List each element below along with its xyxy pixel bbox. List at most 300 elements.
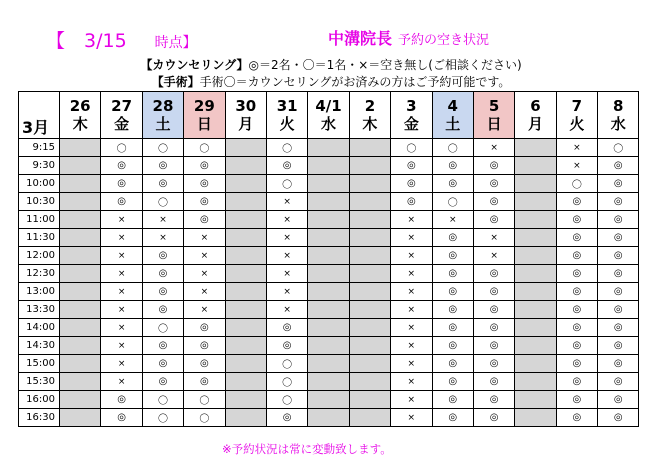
availability-cell: ◎ [556, 247, 597, 265]
availability-cell: 〇 [142, 391, 183, 409]
availability-cell [349, 337, 390, 355]
availability-cell [515, 373, 556, 391]
time-label: 12:30 [19, 265, 60, 283]
availability-cell: × [101, 265, 142, 283]
availability-cell [225, 157, 266, 175]
day-date: 29 [193, 96, 215, 115]
availability-cell: × [101, 247, 142, 265]
availability-cell: 〇 [391, 139, 432, 157]
availability-cell [60, 373, 101, 391]
availability-cell: ◎ [184, 193, 225, 211]
availability-cell [515, 175, 556, 193]
day-weekday: 火 [569, 114, 585, 133]
time-label: 15:00 [19, 355, 60, 373]
availability-cell [308, 247, 349, 265]
availability-cell [225, 211, 266, 229]
time-slot-row [19, 337, 639, 355]
availability-cell: × [101, 283, 142, 301]
availability-cell: × [101, 211, 142, 229]
availability-cell: × [473, 139, 514, 157]
availability-cell: ◎ [432, 373, 473, 391]
availability-cell [308, 301, 349, 319]
counseling-text: ◎＝2名・〇＝1名・×＝空き無し(ご相談ください) [248, 58, 522, 72]
availability-cell: ◎ [473, 175, 514, 193]
availability-cell: 〇 [266, 355, 307, 373]
availability-cell [349, 193, 390, 211]
availability-cell: ◎ [556, 283, 597, 301]
day-weekday: 金 [114, 114, 130, 133]
availability-cell [349, 175, 390, 193]
availability-cell: × [391, 319, 432, 337]
availability-cell: 〇 [142, 409, 183, 427]
day-date: 6 [530, 96, 541, 115]
availability-cell [60, 409, 101, 427]
availability-cell: ◎ [432, 391, 473, 409]
availability-cell: 〇 [432, 193, 473, 211]
availability-cell: ◎ [142, 247, 183, 265]
availability-cell: ◎ [432, 355, 473, 373]
day-weekday: 月 [238, 114, 254, 133]
availability-cell: × [266, 301, 307, 319]
availability-cell [308, 355, 349, 373]
day-header [391, 92, 432, 139]
availability-cell [60, 175, 101, 193]
availability-cell: × [101, 355, 142, 373]
time-label: 14:00 [19, 319, 60, 337]
availability-cell: × [184, 283, 225, 301]
availability-cell: × [266, 247, 307, 265]
availability-cell: ◎ [101, 391, 142, 409]
page-title [328, 26, 489, 49]
day-date: 26 [69, 96, 91, 115]
as-of-suffix: 時点】 [154, 35, 197, 51]
availability-cell: ◎ [473, 355, 514, 373]
availability-cell [308, 391, 349, 409]
surgery-text: 手術〇＝カウンセリングがお済みの方はご予約可能です。 [199, 75, 511, 89]
availability-cell: ◎ [556, 391, 597, 409]
time-label: 13:30 [19, 301, 60, 319]
availability-cell [308, 139, 349, 157]
availability-cell: ◎ [598, 283, 639, 301]
availability-cell: × [391, 391, 432, 409]
availability-cell: ◎ [142, 175, 183, 193]
availability-cell: ◎ [184, 157, 225, 175]
availability-cell: × [101, 229, 142, 247]
availability-cell: × [473, 229, 514, 247]
availability-cell [60, 193, 101, 211]
availability-cell: ◎ [266, 319, 307, 337]
day-header [349, 92, 390, 139]
time-label: 11:00 [19, 211, 60, 229]
day-header [142, 92, 183, 139]
availability-cell: ◎ [556, 409, 597, 427]
availability-cell [349, 229, 390, 247]
day-date: 30 [235, 96, 257, 115]
availability-cell [60, 337, 101, 355]
availability-cell: ◎ [556, 193, 597, 211]
day-header [225, 92, 266, 139]
availability-cell: ◎ [473, 211, 514, 229]
availability-cell [225, 373, 266, 391]
availability-cell [349, 265, 390, 283]
availability-cell [515, 193, 556, 211]
availability-cell: 〇 [266, 391, 307, 409]
availability-cell [349, 283, 390, 301]
availability-cell: ◎ [101, 175, 142, 193]
availability-cell [349, 391, 390, 409]
availability-cell: × [473, 247, 514, 265]
availability-cell [308, 265, 349, 283]
availability-cell: ◎ [473, 409, 514, 427]
availability-cell: ◎ [473, 157, 514, 175]
time-slot-row [19, 319, 639, 337]
availability-cell: ◎ [142, 301, 183, 319]
day-header [473, 92, 514, 139]
day-date: 4/1 [315, 96, 342, 115]
day-header [101, 92, 142, 139]
availability-cell: × [556, 157, 597, 175]
availability-cell [349, 301, 390, 319]
time-label: 9:30 [19, 157, 60, 175]
time-label: 9:15 [19, 139, 60, 157]
day-header [184, 92, 225, 139]
availability-cell: × [142, 211, 183, 229]
availability-cell [308, 175, 349, 193]
availability-cell: ◎ [556, 373, 597, 391]
availability-cell: ◎ [142, 337, 183, 355]
availability-cell: × [391, 283, 432, 301]
availability-cell [515, 265, 556, 283]
availability-cell: ◎ [598, 409, 639, 427]
availability-cell: ◎ [142, 265, 183, 283]
time-label: 13:00 [19, 283, 60, 301]
availability-cell [308, 319, 349, 337]
availability-cell [515, 283, 556, 301]
availability-cell: ◎ [432, 247, 473, 265]
availability-cell: ◎ [432, 319, 473, 337]
availability-cell: ◎ [101, 409, 142, 427]
schedule-body [19, 139, 639, 427]
availability-cell [308, 373, 349, 391]
availability-cell [515, 211, 556, 229]
availability-cell: ◎ [432, 409, 473, 427]
availability-cell [349, 355, 390, 373]
time-slot-row [19, 391, 639, 409]
day-weekday: 水 [321, 114, 337, 133]
availability-cell: ◎ [473, 319, 514, 337]
availability-cell [60, 211, 101, 229]
availability-cell: ◎ [391, 193, 432, 211]
availability-cell: ◎ [598, 337, 639, 355]
time-slot-row [19, 139, 639, 157]
time-slot-row [19, 409, 639, 427]
availability-cell: ◎ [432, 301, 473, 319]
schedule-table [18, 91, 639, 427]
availability-cell [349, 139, 390, 157]
page-subtitle: 予約の空き状況 [398, 33, 490, 48]
availability-cell: ◎ [184, 175, 225, 193]
availability-cell [225, 319, 266, 337]
availability-cell: ◎ [473, 301, 514, 319]
availability-cell [308, 409, 349, 427]
day-weekday: 土 [155, 114, 171, 133]
availability-cell: ◎ [473, 373, 514, 391]
day-weekday: 金 [403, 114, 419, 133]
surgery-label: 【手術】 [151, 75, 200, 89]
time-label: 16:00 [19, 391, 60, 409]
time-slot-row [19, 211, 639, 229]
availability-cell: × [391, 373, 432, 391]
time-slot-row [19, 247, 639, 265]
availability-cell: × [266, 229, 307, 247]
availability-cell [225, 247, 266, 265]
availability-cell: ◎ [432, 157, 473, 175]
availability-cell [349, 409, 390, 427]
availability-cell: × [142, 229, 183, 247]
availability-cell: 〇 [142, 319, 183, 337]
availability-cell: ◎ [391, 157, 432, 175]
availability-cell: ◎ [598, 211, 639, 229]
availability-cell [60, 265, 101, 283]
time-slot-row [19, 229, 639, 247]
availability-cell: ◎ [473, 391, 514, 409]
availability-cell [349, 319, 390, 337]
availability-cell: ◎ [598, 319, 639, 337]
availability-cell [308, 211, 349, 229]
availability-cell: ◎ [184, 355, 225, 373]
availability-cell: 〇 [556, 175, 597, 193]
availability-cell: ◎ [184, 337, 225, 355]
day-date: 2 [364, 96, 376, 115]
day-weekday: 日 [196, 114, 212, 133]
availability-cell: × [391, 211, 432, 229]
availability-cell: ◎ [473, 265, 514, 283]
availability-cell: × [391, 409, 432, 427]
availability-cell: ◎ [598, 265, 639, 283]
availability-cell: 〇 [266, 139, 307, 157]
availability-cell: ◎ [598, 229, 639, 247]
availability-cell [60, 319, 101, 337]
time-slot-row [19, 301, 639, 319]
availability-cell: ◎ [556, 229, 597, 247]
availability-cell: × [266, 265, 307, 283]
availability-cell: ◎ [101, 193, 142, 211]
footer-note: ※予約状況は常に変動致します。 [222, 442, 392, 456]
availability-cell: ◎ [556, 319, 597, 337]
availability-cell: 〇 [184, 391, 225, 409]
day-header [598, 92, 639, 139]
availability-cell: 〇 [142, 193, 183, 211]
availability-cell: 〇 [184, 409, 225, 427]
availability-cell: ◎ [598, 193, 639, 211]
availability-cell: × [266, 193, 307, 211]
availability-cell: ◎ [266, 409, 307, 427]
availability-cell [225, 283, 266, 301]
surgery-legend [0, 73, 662, 90]
as-of-date [46, 26, 197, 53]
availability-cell: ◎ [142, 355, 183, 373]
availability-cell [515, 229, 556, 247]
availability-cell [349, 211, 390, 229]
availability-cell: × [391, 247, 432, 265]
availability-cell: × [184, 301, 225, 319]
availability-cell: ◎ [266, 157, 307, 175]
availability-cell [60, 157, 101, 175]
availability-cell [225, 175, 266, 193]
availability-cell [349, 373, 390, 391]
clinic-name: 中溝院長 [328, 29, 393, 48]
day-date: 8 [613, 96, 624, 115]
availability-cell [515, 337, 556, 355]
day-weekday: 木 [72, 114, 88, 133]
availability-cell: 〇 [184, 139, 225, 157]
availability-cell: × [101, 337, 142, 355]
day-date: 31 [276, 96, 298, 115]
day-weekday: 日 [486, 114, 502, 133]
availability-cell: ◎ [598, 175, 639, 193]
time-slot-row [19, 283, 639, 301]
counseling-legend [0, 56, 662, 73]
availability-cell [308, 193, 349, 211]
availability-cell: ◎ [598, 373, 639, 391]
availability-cell: ◎ [184, 319, 225, 337]
day-weekday: 月 [527, 114, 543, 133]
availability-cell: 〇 [598, 139, 639, 157]
day-date: 3 [406, 96, 417, 115]
time-slot-row [19, 265, 639, 283]
availability-cell: ◎ [432, 337, 473, 355]
day-header [308, 92, 349, 139]
day-header [266, 92, 307, 139]
availability-cell: ◎ [556, 265, 597, 283]
availability-cell: × [391, 265, 432, 283]
time-label: 15:30 [19, 373, 60, 391]
time-slot-row [19, 157, 639, 175]
time-label: 16:30 [19, 409, 60, 427]
availability-cell [60, 139, 101, 157]
counseling-label: 【カウンセリング】 [140, 58, 249, 72]
availability-cell [515, 247, 556, 265]
day-header [515, 92, 556, 139]
availability-cell: ◎ [556, 337, 597, 355]
availability-cell: × [391, 229, 432, 247]
availability-cell: 〇 [101, 139, 142, 157]
availability-cell [225, 301, 266, 319]
availability-cell: × [184, 265, 225, 283]
availability-cell: × [101, 301, 142, 319]
availability-cell: ◎ [432, 265, 473, 283]
availability-cell [515, 301, 556, 319]
availability-cell: ◎ [266, 337, 307, 355]
day-header [60, 92, 101, 139]
availability-cell: × [101, 373, 142, 391]
availability-cell: ◎ [184, 373, 225, 391]
availability-cell [225, 355, 266, 373]
day-header [432, 92, 473, 139]
availability-cell: 〇 [432, 139, 473, 157]
day-date: 28 [152, 96, 174, 115]
day-weekday: 木 [362, 114, 378, 133]
availability-cell [225, 229, 266, 247]
availability-cell [515, 157, 556, 175]
day-date: 7 [571, 96, 583, 115]
availability-cell: ◎ [473, 337, 514, 355]
availability-cell: ◎ [432, 175, 473, 193]
availability-cell: ◎ [432, 283, 473, 301]
day-date: 5 [488, 96, 500, 115]
availability-cell [60, 247, 101, 265]
availability-cell: × [101, 319, 142, 337]
availability-cell [515, 139, 556, 157]
time-label: 12:00 [19, 247, 60, 265]
availability-cell: ◎ [556, 211, 597, 229]
availability-cell: ◎ [101, 157, 142, 175]
availability-cell [225, 409, 266, 427]
availability-cell [60, 229, 101, 247]
availability-cell: ◎ [473, 193, 514, 211]
availability-cell [60, 283, 101, 301]
availability-cell [308, 283, 349, 301]
availability-cell: × [391, 355, 432, 373]
availability-cell [515, 391, 556, 409]
availability-cell: ◎ [473, 283, 514, 301]
availability-cell: × [266, 283, 307, 301]
availability-cell [515, 355, 556, 373]
availability-cell [225, 193, 266, 211]
time-slot-row [19, 193, 639, 211]
availability-cell: ◎ [598, 157, 639, 175]
availability-cell: ◎ [556, 301, 597, 319]
availability-cell [60, 301, 101, 319]
availability-cell [349, 157, 390, 175]
time-label: 10:00 [19, 175, 60, 193]
availability-cell: × [391, 337, 432, 355]
day-header [556, 92, 597, 139]
availability-cell: ◎ [142, 373, 183, 391]
availability-cell [60, 391, 101, 409]
time-slot-row [19, 355, 639, 373]
availability-cell [308, 229, 349, 247]
availability-cell [225, 265, 266, 283]
availability-cell [349, 247, 390, 265]
time-slot-row [19, 373, 639, 391]
availability-cell: ◎ [598, 391, 639, 409]
availability-cell: ◎ [142, 157, 183, 175]
availability-cell: ◎ [142, 283, 183, 301]
availability-cell [515, 409, 556, 427]
availability-cell: 〇 [266, 175, 307, 193]
availability-cell: × [432, 211, 473, 229]
availability-cell [225, 139, 266, 157]
day-header-row [19, 92, 639, 139]
time-label: 11:30 [19, 229, 60, 247]
availability-cell: ◎ [432, 229, 473, 247]
availability-cell: ◎ [184, 211, 225, 229]
availability-cell: ◎ [598, 301, 639, 319]
month-label: 3月 [19, 92, 60, 139]
day-date: 27 [111, 96, 133, 115]
availability-cell: × [184, 247, 225, 265]
day-weekday: 土 [445, 114, 461, 133]
availability-cell: × [184, 229, 225, 247]
availability-cell: × [266, 211, 307, 229]
availability-cell: ◎ [556, 355, 597, 373]
availability-cell: ◎ [391, 175, 432, 193]
time-label: 14:30 [19, 337, 60, 355]
availability-cell: 〇 [266, 373, 307, 391]
time-slot-row [19, 175, 639, 193]
availability-cell [515, 319, 556, 337]
